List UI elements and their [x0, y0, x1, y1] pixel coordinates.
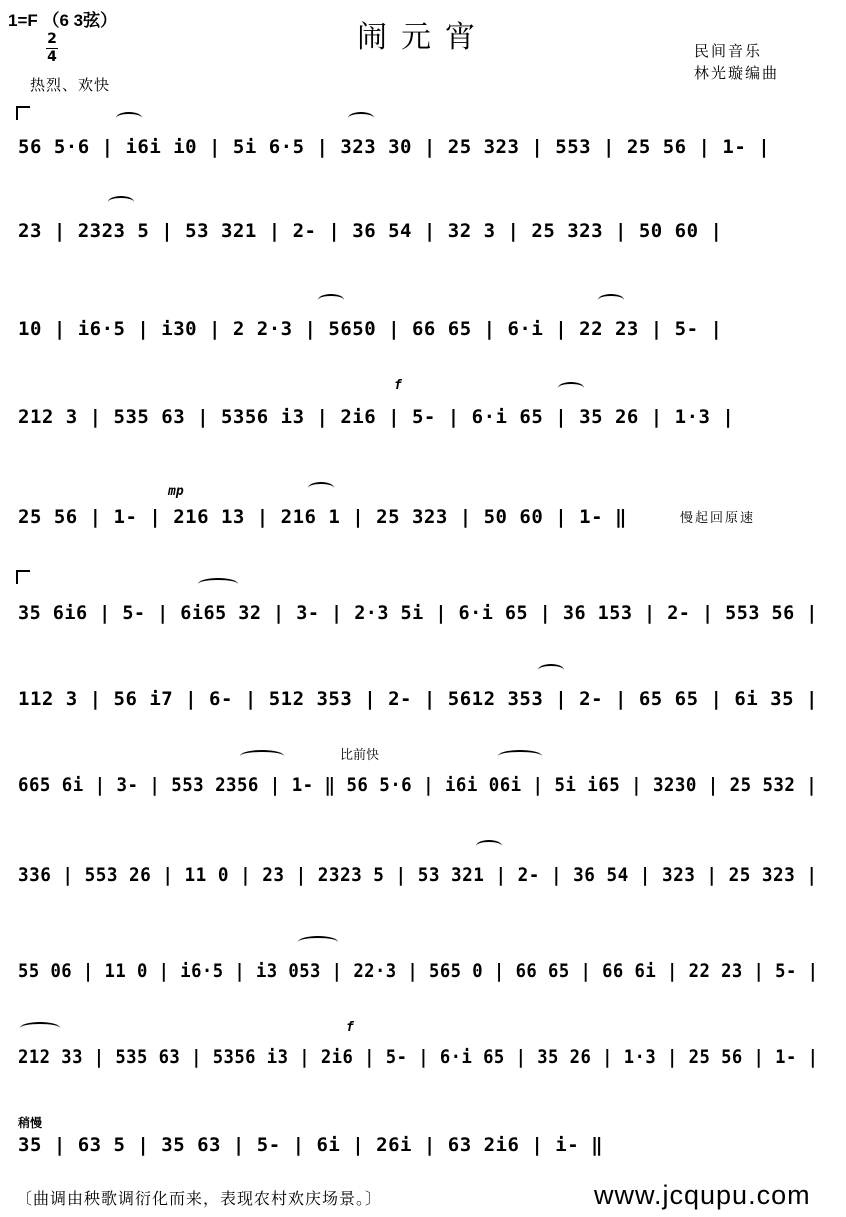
score-row-1	[18, 108, 830, 168]
score-row-8	[18, 746, 830, 806]
slur	[198, 578, 238, 590]
slower-marking: 稍慢	[18, 1116, 43, 1130]
score-row-text: 56 5·6 | i6i i0 | 5i 6·5 | 323 30 | 25 323 | 553 | 25 56 | 1- |	[18, 136, 771, 158]
score-row-3	[18, 290, 830, 350]
footer-note: 〔曲调由秧歌调衍化而来，表现农村欢庆场景。〕	[16, 1189, 383, 1208]
score-row-text: 112 3 | 56 i7 | 6- | 512 353 | 2- | 5612 353 | 2- | 65 65 | 6i 35 |	[18, 688, 818, 710]
score-row-6	[18, 574, 830, 634]
dynamic-f: f	[394, 378, 402, 393]
tempo-return-note: 慢起回原速	[680, 511, 756, 526]
watermark: www.jcqupu.com	[594, 1180, 811, 1210]
score-row-text: 23 | 2323 5 | 53 321 | 2- | 36 54 | 32 3 | 25 323 | 50 60 |	[18, 220, 723, 242]
key-signature: 1=F （6 3弦）	[8, 11, 118, 30]
slur	[20, 1022, 60, 1034]
slur	[598, 294, 624, 306]
score-row-11	[18, 1018, 830, 1078]
score-row-7	[18, 660, 830, 720]
score-row-text: 336 | 553 26 | 11 0 | 23 | 2323 5 | 53 321 | 2- | 36 54 | 323 | 25 323 |	[18, 864, 818, 886]
score-row-10	[18, 932, 830, 992]
score-row-text: 35 6i6 | 5- | 6i65 32 | 3- | 2·3 5i | 6·i 65 | 36 153 | 2- | 553 56 |	[18, 602, 818, 624]
score-row-text: 212 3 | 535 63 | 5356 i3 | 2i6 | 5- | 6·i 65 | 35 26 | 1·3 |	[18, 406, 735, 428]
slur	[240, 750, 284, 762]
dynamic-mp: mp	[168, 484, 184, 499]
slur	[498, 750, 542, 762]
slur	[476, 840, 502, 852]
score-row-12	[18, 1106, 830, 1166]
slur	[348, 112, 374, 124]
slur	[116, 112, 142, 124]
faster-marking: 比前快	[340, 748, 380, 763]
score-row-4	[18, 378, 830, 438]
slur	[558, 382, 584, 394]
score-row-9	[18, 836, 830, 896]
slur	[298, 936, 338, 948]
dynamic-f: f	[346, 1020, 354, 1035]
score-row-2	[18, 192, 830, 252]
slur	[308, 482, 334, 494]
credit-source: 民间音乐	[694, 42, 763, 60]
slur	[538, 664, 564, 676]
tempo-marking: 热烈、欢快	[30, 76, 111, 94]
score-row-5	[18, 478, 830, 538]
score-row-text: 10 | i6·5 | i30 | 2 2·3 | 5650 | 66 65 | 6·i | 22 23 | 5- |	[18, 318, 723, 340]
score-row-text: 35 | 63 5 | 35 63 | 5- | 6i | 26i | 63 2i6 | i- ‖	[18, 1134, 604, 1156]
score-row-text: 25 56 | 1- | 216 13 | 216 1 | 25 323 | 50 60 | 1- ‖	[18, 506, 627, 528]
page-title: 闹元宵	[357, 20, 489, 55]
credit-arranger: 林光璇编曲	[694, 64, 780, 82]
slur	[108, 196, 134, 208]
score-row-text: 665 6i | 3- | 553 2356 | 1- ‖ 56 5·6 | i6i 06i | 5i i65 | 3230 | 25 532 |	[18, 774, 818, 796]
slur	[318, 294, 344, 306]
meter-top: 2	[47, 31, 57, 47]
score-row-text: 212 33 | 535 63 | 5356 i3 | 2i6 | 5- | 6·i 65 | 35 26 | 1·3 | 25 56 | 1- |	[18, 1046, 819, 1068]
meter-bottom: 4	[47, 49, 57, 65]
score-row-text: 55 06 | 11 0 | i6·5 | i3 053 | 22·3 | 565 0 | 66 65 | 66 6i | 22 23 | 5- |	[18, 960, 819, 982]
